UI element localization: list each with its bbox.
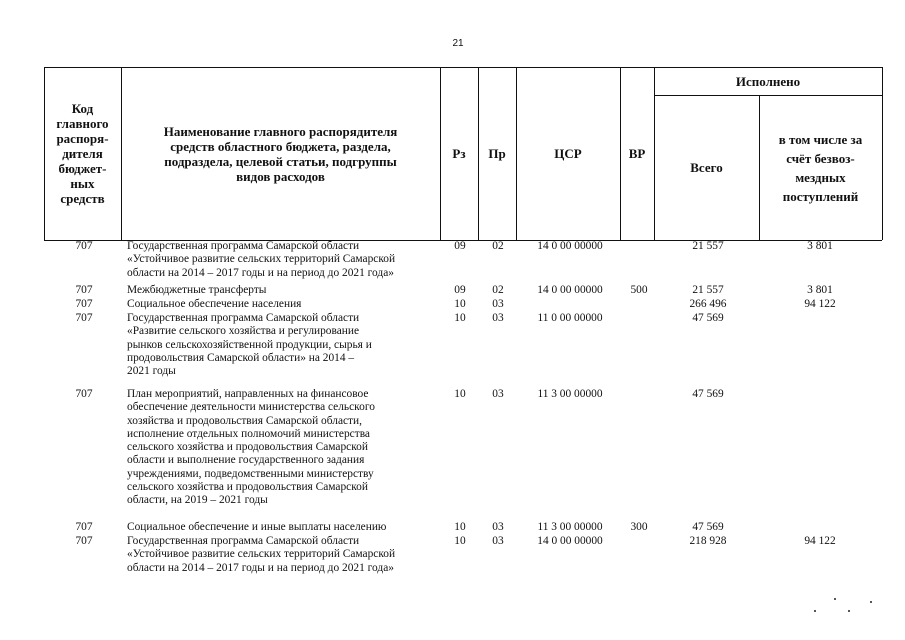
name-line: «Устойчивое развитие сельских территорий Самарской [127, 548, 396, 561]
cell-rz: 10 [454, 535, 466, 547]
cell-name [127, 535, 443, 575]
header-free-line: поступлений [782, 188, 859, 204]
header-vr: ВР [628, 146, 646, 161]
header-name-line: видов расходов [236, 168, 325, 184]
cell-csr: 14 0 00 00000 [537, 535, 603, 547]
cell-code: 707 [75, 298, 93, 310]
header-name-line: Наименование главного распорядителя [163, 123, 398, 139]
header-code [44, 67, 121, 240]
cell-rz: 10 [454, 298, 466, 310]
name-line: Государственная программа Самарской области [127, 535, 360, 547]
cell-name [127, 298, 443, 311]
header-pr: Пр [488, 146, 506, 161]
name-line: сельского хозяйства и продовольствия Самарской [127, 481, 368, 494]
header-executed: Исполнено [735, 73, 801, 89]
cell-pr: 03 [492, 521, 504, 533]
cell-name [127, 312, 443, 378]
cell-csr: 11 3 00 00000 [537, 521, 603, 533]
name-line: области на 2014 – 2017 годы и на период до 2021 года» [127, 266, 394, 279]
cell-name [127, 388, 443, 508]
cell-total: 47 569 [692, 521, 724, 533]
name-line: рынков сельскохозяйственной продукции, сырья и [127, 338, 372, 351]
header-code-line: ных [70, 176, 95, 191]
cell-rz: 10 [454, 312, 466, 324]
name-line: хозяйства и продовольствия Самарской области, [127, 414, 362, 427]
header-code-line: дителя [62, 146, 103, 161]
cell-vr: 300 [630, 521, 648, 533]
name-line: области, на 2019 – 2021 годы [127, 494, 268, 507]
page-number: 21 [452, 38, 464, 49]
name-line: 2021 годы [127, 365, 176, 378]
scan-dot [848, 610, 850, 612]
header-free [759, 95, 882, 240]
header-total: Всего [690, 160, 723, 175]
name-line: План мероприятий, направленных на финансовое [127, 388, 369, 400]
header-code-line: Код [71, 101, 94, 116]
name-line: области на 2014 – 2017 годы и на период до 2021 года» [127, 561, 394, 574]
cell-total: 218 928 [689, 535, 727, 547]
cell-total: 266 496 [689, 298, 727, 310]
name-line: «Развитие сельского хозяйства и регулирование [127, 325, 360, 338]
cell-vr: 500 [630, 284, 648, 296]
cell-rz: 09 [454, 284, 466, 296]
name-line: Государственная программа Самарской области [127, 240, 360, 252]
cell-rz: 09 [454, 240, 466, 252]
cell-code: 707 [75, 240, 93, 252]
scan-artifact-dots [812, 598, 882, 618]
cell-code: 707 [75, 388, 93, 400]
cell-csr: 11 3 00 00000 [537, 388, 603, 400]
cell-csr: 14 0 00 00000 [537, 284, 603, 296]
cell-free: 94 122 [804, 298, 836, 310]
cell-code: 707 [75, 312, 93, 324]
name-line: Социальное обеспечение населения [127, 298, 302, 310]
cell-total: 21 557 [692, 240, 724, 252]
cell-total: 21 557 [692, 284, 724, 296]
cell-csr: 11 0 00 00000 [537, 312, 603, 324]
cell-pr: 02 [492, 240, 504, 252]
header-name [121, 67, 440, 240]
header-free-line: в том числе за [778, 131, 863, 147]
name-line: сельского хозяйства и продовольствия Самарской [127, 441, 368, 454]
name-line: продовольствия Самарской области» на 2014 – [127, 351, 355, 364]
col-border [882, 67, 883, 240]
header-free-line: мездных [795, 169, 846, 185]
cell-free: 94 122 [804, 535, 836, 547]
cell-pr: 03 [492, 312, 504, 324]
header-code-line: главного [56, 116, 109, 131]
cell-name [127, 521, 443, 534]
name-line: Государственная программа Самарской области [127, 312, 360, 324]
cell-free: 3 801 [807, 240, 833, 252]
header-free-line: счёт безвоз- [786, 150, 855, 166]
name-line: обеспечение деятельности министерства сельского [127, 401, 375, 414]
cell-rz: 10 [454, 521, 466, 533]
name-line: учреждениями, подведомственными министерству [127, 467, 374, 480]
scan-dot [870, 601, 872, 603]
scan-dot [814, 610, 816, 612]
name-line: исполнение отдельных полномочий министерства [127, 427, 370, 440]
cell-csr: 14 0 00 00000 [537, 240, 603, 252]
cell-free: 3 801 [807, 284, 833, 296]
header-name-line: подраздела, целевой статьи, подгруппы [164, 153, 397, 169]
name-line: Межбюджетные трансферты [127, 284, 267, 296]
cell-code: 707 [75, 521, 93, 533]
header-code-line: средств [60, 191, 105, 206]
name-line: «Устойчивое развитие сельских территорий Самарской [127, 253, 396, 266]
cell-pr: 03 [492, 298, 504, 310]
header-code-line: бюджет- [58, 161, 107, 176]
cell-name [127, 284, 443, 297]
cell-pr: 03 [492, 535, 504, 547]
header-csr: ЦСР [554, 146, 582, 161]
cell-total: 47 569 [692, 312, 724, 324]
name-line: Социальное обеспечение и иные выплаты населению [127, 521, 387, 533]
cell-code: 707 [75, 284, 93, 296]
header-code-line: распоря- [56, 131, 109, 146]
header-name-line: средств областного бюджета, раздела, [170, 138, 391, 154]
cell-rz: 10 [454, 388, 466, 400]
table-header [44, 67, 882, 240]
header-rz: Рз [452, 146, 466, 161]
cell-total: 47 569 [692, 388, 724, 400]
name-line: области и выполнение государственного задания [127, 454, 365, 467]
cell-name [127, 240, 443, 280]
cell-pr: 03 [492, 388, 504, 400]
scan-dot [834, 598, 836, 600]
cell-pr: 02 [492, 284, 504, 296]
cell-code: 707 [75, 535, 93, 547]
